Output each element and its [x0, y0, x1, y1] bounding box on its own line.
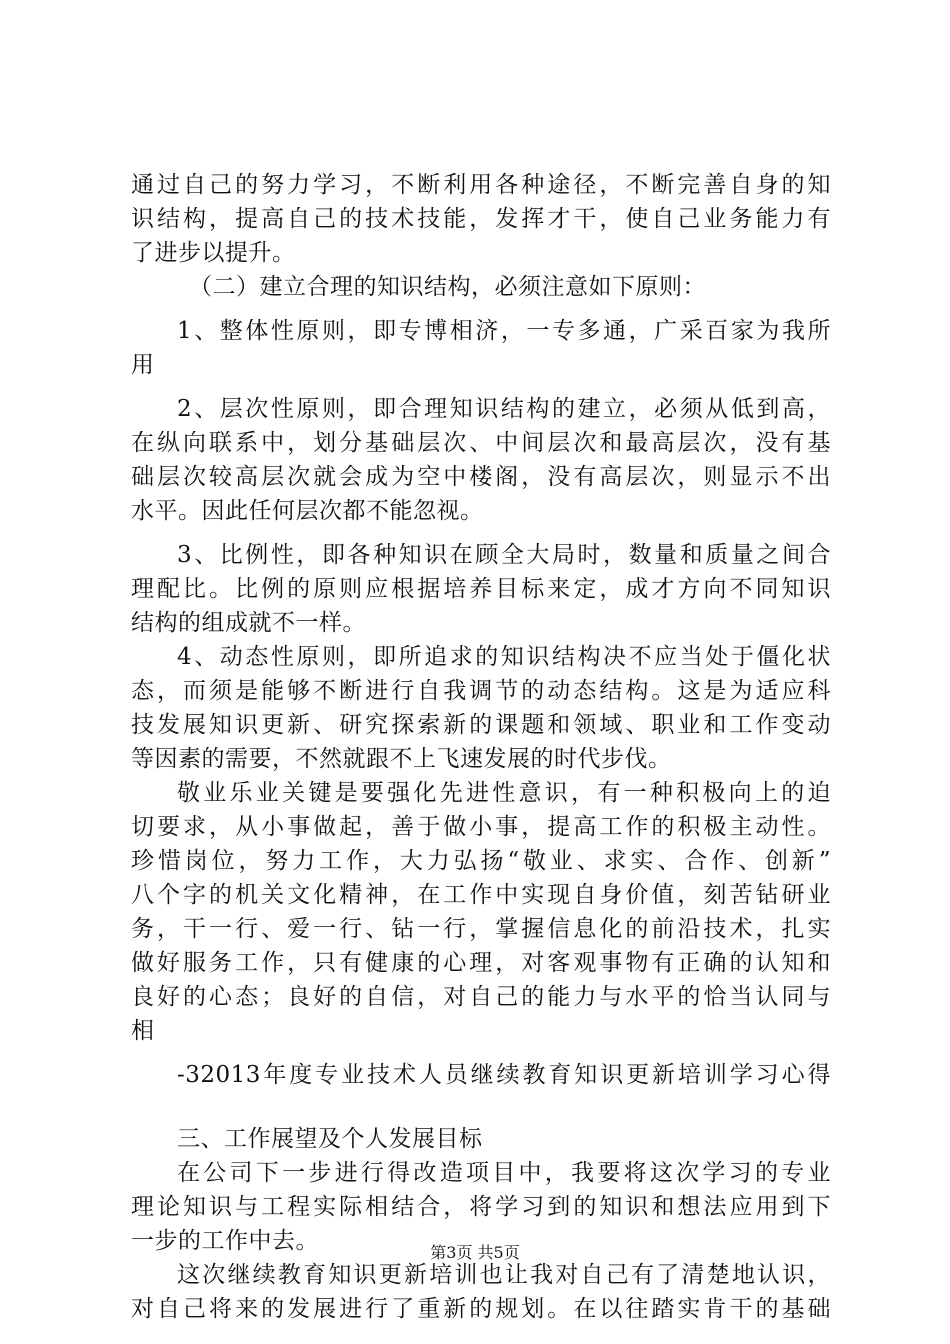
- text-line: 态，而须是能够不断进行自我调节的动态结构。这是为适应科: [131, 678, 831, 704]
- text-line: 通过自己的努力学习，不断利用各种途径，不断完善自身的知: [131, 172, 831, 198]
- text-line: 2、层次性原则，即合理知识结构的建立，必须从低到高，: [177, 396, 831, 422]
- text-line: 1、整体性原则，即专博相济，一专多通，广采百家为我所: [177, 318, 831, 344]
- text-line: 相: [131, 1018, 155, 1044]
- text-line: 一步的工作中去。: [131, 1228, 319, 1254]
- text-line: 础层次较高层次就会成为空中楼阁，没有高层次，则显示不出: [131, 464, 831, 490]
- text-line: 了进步以提升。: [131, 240, 296, 266]
- text-line: 对自己将来的发展进行了重新的规划。在以往踏实肯干的基础: [131, 1296, 831, 1322]
- document-body: [131, 168, 831, 1326]
- text-line: 3、比例性，即各种知识在顾全大局时，数量和质量之间合: [177, 542, 831, 568]
- text-line: 4、动态性原则，即所追求的知识结构决不应当处于僵化状: [177, 644, 831, 670]
- section-heading: （二）建立合理的知识结构，必须注意如下原则：: [189, 274, 706, 300]
- text-line: 在纵向联系中，划分基础层次、中间层次和最高层次，没有基: [131, 430, 831, 456]
- document-title-line: -32013年度专业技术人员继续教育知识更新培训学习心得: [177, 1062, 831, 1088]
- section-heading: 三、工作展望及个人发展目标: [177, 1126, 483, 1152]
- text-line: 结构的组成就不一样。: [131, 610, 366, 636]
- text-line: 在公司下一步进行得改造项目中，我要将这次学习的专业: [177, 1160, 831, 1186]
- text-line: 八个字的机关文化精神，在工作中实现自身价值，刻苦钻研业: [131, 882, 831, 908]
- text-line: 水平。因此任何层次都不能忽视。: [131, 498, 484, 524]
- text-line: 珍惜岗位，努力工作，大力弘扬“敬业、求实、合作、创新”: [131, 848, 831, 874]
- text-line: 理配比。比例的原则应根据培养目标来定，成才方向不同知识: [131, 576, 831, 602]
- text-line: 敬业乐业关键是要强化先进性意识，有一种积极向上的迫: [177, 780, 831, 806]
- text-line: 良好的心态；良好的自信，对自己的能力与水平的恰当认同与: [131, 984, 831, 1010]
- text-line: 识结构，提高自己的技术技能，发挥才干，使自己业务能力有: [131, 206, 831, 232]
- text-line: 技发展知识更新、研究探索新的课题和领域、职业和工作变动: [131, 712, 831, 738]
- text-line: 这次继续教育知识更新培训也让我对自己有了清楚地认识，: [177, 1262, 831, 1288]
- text-line: 务，干一行、爱一行、钻一行，掌握信息化的前沿技术，扎实: [131, 916, 831, 942]
- text-line: 理论知识与工程实际相结合，将学习到的知识和想法应用到下: [131, 1194, 831, 1220]
- text-line: 切要求，从小事做起，善于做小事，提高工作的积极主动性。: [131, 814, 831, 840]
- text-line: 用: [131, 352, 155, 378]
- page-number-footer: 第3页 共5页: [430, 1243, 520, 1262]
- text-line: 等因素的需要，不然就跟不上飞速发展的时代步伐。: [131, 746, 672, 772]
- text-line: 做好服务工作，只有健康的心理，对客观事物有正确的认知和: [131, 950, 831, 976]
